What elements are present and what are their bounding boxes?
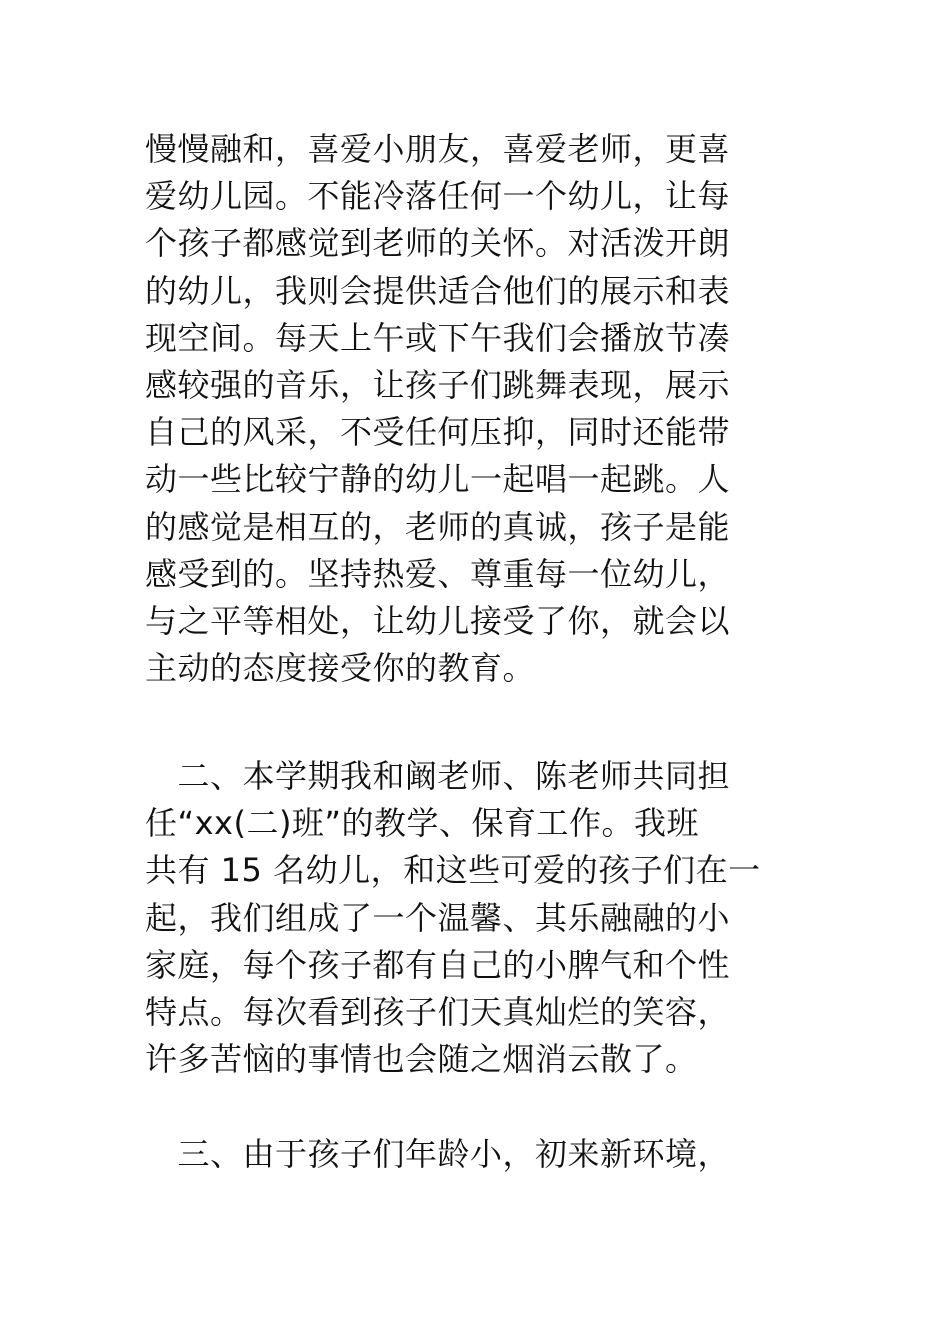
- text-line: 感较强的音乐，让孩子们跳舞表现，展示: [145, 365, 731, 404]
- text-line: 现空间。每天上午或下午我们会播放节凑: [145, 318, 731, 357]
- paragraph-1: [145, 126, 805, 692]
- text-line: 的幼儿，我则会提供适合他们的展示和表: [145, 271, 731, 310]
- text-line: 个孩子都感觉到老师的关怀。对活泼开朗: [145, 224, 731, 263]
- text-line: 二、本学期我和阚老师、陈老师共同担: [145, 757, 731, 795]
- text-line: 共有 15 名幼儿，和这些可爱的孩子们在一: [145, 851, 761, 890]
- text-line: 的感觉是相互的，老师的真诚，孩子是能: [145, 507, 731, 546]
- text-line: 动一些比较宁静的幼儿一起唱一起跳。人: [145, 460, 731, 499]
- text-line: 起，我们组成了一个温馨、其乐融融的小: [145, 898, 731, 937]
- text-line: 主动的态度接受你的教育。: [145, 649, 536, 688]
- text-line: 特点。每次看到孩子们天真灿烂的笑容，: [145, 992, 731, 1031]
- text-line: 自己的风采，不受任何压抑，同时还能带: [145, 413, 731, 452]
- paragraph-2: [145, 753, 805, 1083]
- text-line: 慢慢融和，喜爱小朋友，喜爱老师，更喜: [145, 130, 731, 168]
- text-line: 许多苦恼的事情也会随之烟消云散了。: [145, 1040, 698, 1079]
- text-line: 三、由于孩子们年龄小，初来新环境，: [145, 1135, 731, 1173]
- text-line: 与之平等相处，让幼儿接受了你，就会以: [145, 601, 731, 640]
- text-line: 任“xx(二)班”的教学、保育工作。我班: [145, 804, 700, 843]
- text-line: 家庭，每个孩子都有自己的小脾气和个性: [145, 945, 731, 984]
- paragraph-3: [145, 1131, 805, 1178]
- text-line: 爱幼儿园。不能冷落任何一个幼儿，让每: [145, 177, 731, 216]
- text-line: 感受到的。坚持热爱、尊重每一位幼儿，: [145, 554, 731, 593]
